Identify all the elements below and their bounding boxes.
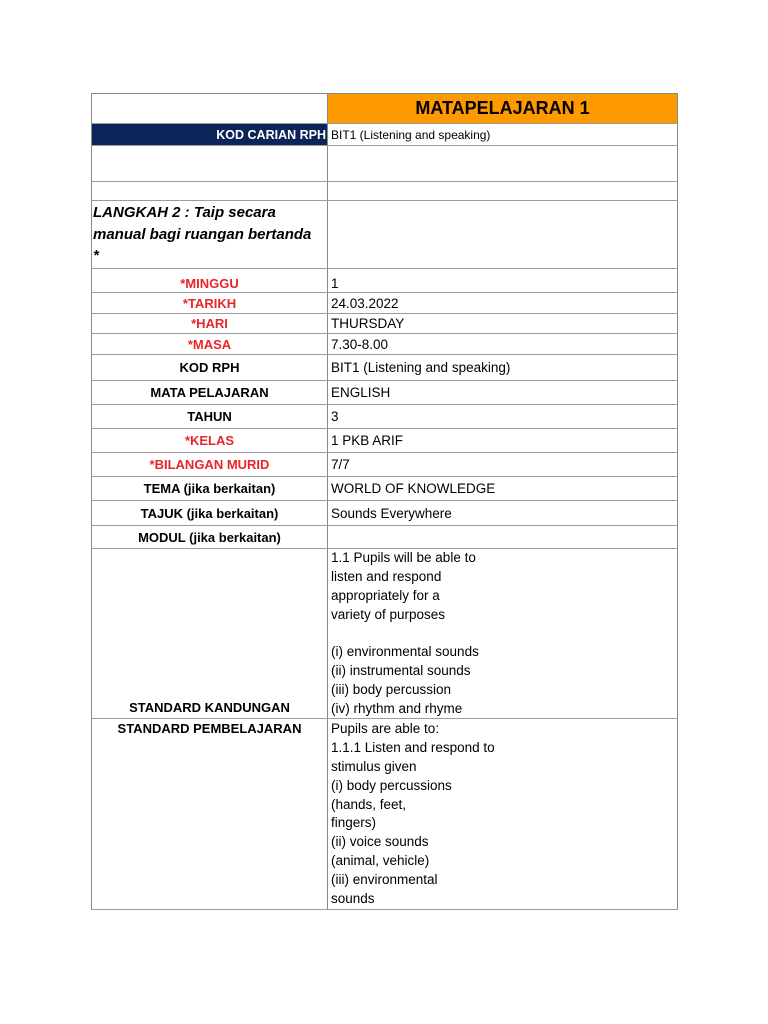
hari-value: THURSDAY bbox=[331, 316, 405, 331]
tema-value-cell bbox=[328, 477, 678, 501]
bilangan-murid-value: 7/7 bbox=[331, 457, 350, 472]
kod-rph-label: KOD RPH bbox=[179, 360, 240, 375]
kod-rph-label-cell bbox=[92, 355, 328, 381]
empty-cell bbox=[92, 182, 328, 201]
hari-value-cell bbox=[328, 314, 678, 334]
standard-kandungan-line: 1.1 Pupils will be able to bbox=[331, 550, 476, 565]
instruction-line: * bbox=[93, 247, 99, 264]
title-row bbox=[92, 94, 678, 124]
empty-cell bbox=[92, 146, 328, 182]
tajuk-value: Sounds Everywhere bbox=[331, 505, 452, 521]
masa-value: 7.30-8.00 bbox=[331, 336, 389, 352]
field-row-kelas bbox=[92, 429, 678, 453]
standard-kandungan-line: listen and respond bbox=[331, 568, 442, 584]
search-code-value-cell bbox=[328, 124, 678, 146]
tarikh-label: *TARIKH bbox=[182, 295, 237, 311]
field-row-mata-pelajaran bbox=[92, 381, 678, 405]
field-row-kod-rph bbox=[92, 355, 678, 381]
standard-kandungan-item: (i) environmental sounds bbox=[331, 644, 479, 660]
standard-kandungan-label: STANDARD KANDUNGAN bbox=[129, 700, 290, 716]
standard-pembelajaran-line: sounds bbox=[331, 891, 375, 907]
empty-cell bbox=[328, 146, 678, 182]
standard-pembelajaran-line: stimulus given bbox=[331, 758, 417, 774]
standard-pembelajaran-line: 1.1.1 Listen and respond to bbox=[331, 739, 495, 755]
search-code-label-cell bbox=[92, 124, 328, 146]
search-code-value: BIT1 (Listening and speaking) bbox=[331, 127, 491, 142]
field-row-minggu bbox=[92, 269, 678, 293]
hari-label: *HARI bbox=[191, 316, 228, 331]
instruction-line: LANGKAH 2 : Taip secara bbox=[93, 204, 276, 221]
bilangan-murid-label-cell bbox=[92, 453, 328, 477]
standard-pembelajaran-line: fingers) bbox=[331, 815, 377, 831]
bilangan-murid-value-cell bbox=[328, 453, 678, 477]
empty-row bbox=[92, 182, 678, 201]
minggu-value: 1 bbox=[331, 275, 339, 291]
kelas-value-cell bbox=[328, 429, 678, 453]
standard-kandungan-line: appropriately for a bbox=[331, 587, 440, 603]
field-row-bilangan-murid bbox=[92, 453, 678, 477]
field-row-tema bbox=[92, 477, 678, 501]
tema-label-cell bbox=[92, 477, 328, 501]
search-code-label: KOD CARIAN RPH bbox=[216, 127, 326, 142]
standard-kandungan-label-cell bbox=[92, 549, 328, 719]
standard-pembelajaran-label: STANDARD PEMBELAJARAN bbox=[117, 721, 302, 736]
standard-kandungan-item: (ii) instrumental sounds bbox=[331, 663, 471, 679]
standard-kandungan-item: (iv) rhythm and rhyme bbox=[331, 701, 463, 717]
field-row-masa bbox=[92, 334, 678, 355]
field-row-tahun bbox=[92, 405, 678, 429]
mata-pelajaran-label: MATA PELAJARAN bbox=[150, 385, 269, 400]
minggu-value-cell bbox=[328, 269, 678, 293]
field-row-modul bbox=[92, 526, 678, 549]
mata-pelajaran-value-cell bbox=[328, 381, 678, 405]
kod-rph-value: BIT1 (Listening and speaking) bbox=[331, 360, 511, 375]
standard-pembelajaran-line: (i) body percussions bbox=[331, 777, 452, 793]
instruction-row bbox=[92, 201, 678, 269]
standard-kandungan-line: variety of purposes bbox=[331, 606, 446, 622]
kelas-value: 1 PKB ARIF bbox=[331, 433, 404, 448]
masa-label-cell bbox=[92, 334, 328, 355]
standard-pembelajaran-line: (animal, vehicle) bbox=[331, 853, 430, 869]
minggu-label-cell bbox=[92, 269, 328, 293]
tarikh-label-cell bbox=[92, 293, 328, 314]
standard-kandungan-row bbox=[92, 549, 678, 719]
standard-kandungan-content bbox=[328, 549, 678, 719]
title-row-empty-cell bbox=[92, 94, 328, 124]
empty-cell bbox=[328, 182, 678, 201]
modul-value-cell bbox=[328, 526, 678, 549]
instruction-line: manual bagi ruangan bertanda bbox=[93, 225, 312, 243]
standard-pembelajaran-line: Pupils are able to: bbox=[331, 721, 440, 736]
kelas-label: *KELAS bbox=[184, 433, 235, 448]
instruction-cell bbox=[92, 201, 328, 269]
mata-pelajaran-value: ENGLISH bbox=[331, 385, 391, 400]
tema-label: TEMA (jika berkaitan) bbox=[143, 481, 276, 496]
standard-pembelajaran-label-cell bbox=[92, 719, 328, 910]
kod-rph-value-cell bbox=[328, 355, 678, 381]
hari-label-cell bbox=[92, 314, 328, 334]
tahun-value: 3 bbox=[331, 409, 339, 424]
tema-value: WORLD OF KNOWLEDGE bbox=[331, 481, 496, 496]
subject-title: MATAPELAJARAN 1 bbox=[415, 98, 590, 118]
standard-pembelajaran-line: (ii) voice sounds bbox=[331, 834, 429, 850]
field-row-tarikh bbox=[92, 293, 678, 314]
minggu-label: *MINGGU bbox=[180, 275, 239, 291]
paragraph-spacer bbox=[331, 625, 677, 644]
field-row-tajuk bbox=[92, 501, 678, 526]
tarikh-value-cell bbox=[328, 293, 678, 314]
standard-pembelajaran-content bbox=[328, 719, 678, 910]
modul-label: MODUL (jika berkaitan) bbox=[138, 529, 281, 545]
tahun-label: TAHUN bbox=[187, 409, 232, 424]
standard-pembelajaran-row bbox=[92, 719, 678, 910]
standard-pembelajaran-line: (hands, feet, bbox=[331, 796, 407, 812]
field-row-hari bbox=[92, 314, 678, 334]
empty-cell bbox=[328, 201, 678, 269]
lesson-plan-table bbox=[91, 93, 678, 910]
standard-kandungan-item: (iii) body percussion bbox=[331, 682, 452, 698]
subject-title-cell bbox=[328, 94, 678, 124]
bilangan-murid-label: *BILANGAN MURID bbox=[149, 457, 270, 472]
empty-row bbox=[92, 146, 678, 182]
modul-label-cell bbox=[92, 526, 328, 549]
tahun-label-cell bbox=[92, 405, 328, 429]
mata-pelajaran-label-cell bbox=[92, 381, 328, 405]
tahun-value-cell bbox=[328, 405, 678, 429]
masa-label: *MASA bbox=[187, 336, 232, 352]
tajuk-label: TAJUK (jika berkaitan) bbox=[140, 505, 279, 521]
tajuk-label-cell bbox=[92, 501, 328, 526]
search-code-row bbox=[92, 124, 678, 146]
tajuk-value-cell bbox=[328, 501, 678, 526]
masa-value-cell bbox=[328, 334, 678, 355]
kelas-label-cell bbox=[92, 429, 328, 453]
tarikh-value: 24.03.2022 bbox=[331, 295, 399, 311]
standard-pembelajaran-line: (iii) environmental bbox=[331, 872, 438, 888]
